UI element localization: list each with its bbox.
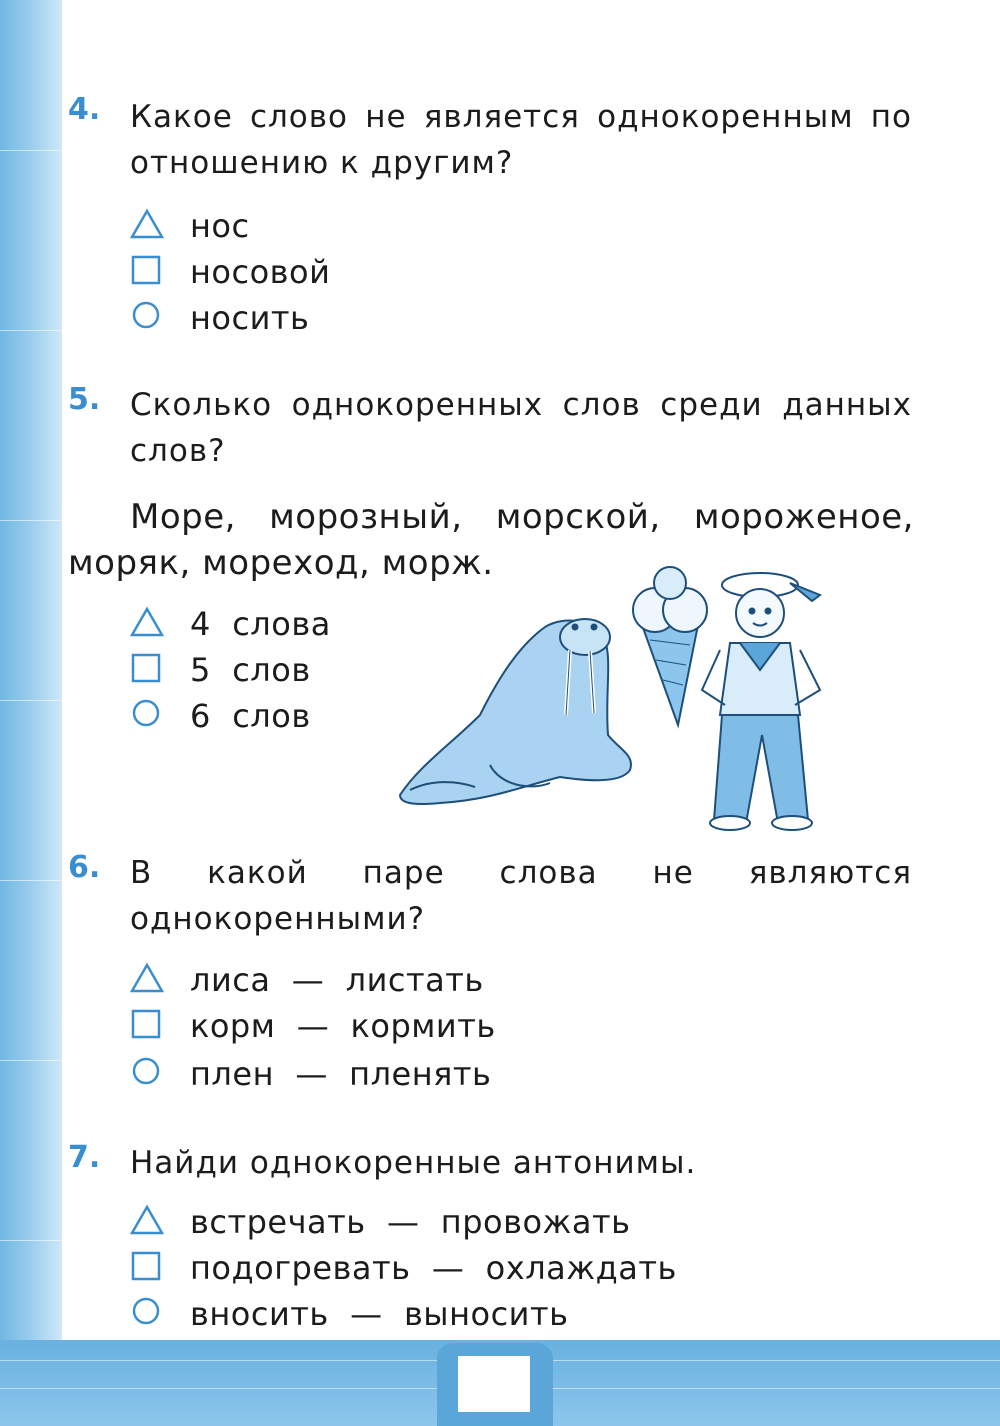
circle-icon — [130, 296, 190, 340]
question-5-text: Сколько однокоренных слов среди данных слов? — [130, 387, 912, 469]
option-label: 4 слова — [190, 605, 331, 643]
triangle-icon — [130, 958, 190, 1002]
question-4-option-1[interactable] — [130, 204, 250, 248]
option-label: 6 слов — [190, 697, 311, 735]
ice-cream-illustration — [633, 567, 707, 725]
question-7-option-2[interactable] — [130, 1246, 677, 1290]
option-label: плен — пленять — [190, 1055, 492, 1093]
option-label: корм — кормить — [190, 1007, 496, 1045]
question-6-number: 6. — [68, 850, 101, 885]
triangle-icon — [130, 204, 190, 248]
square-icon — [130, 648, 190, 692]
triangle-icon — [130, 1200, 190, 1244]
question-7-text: Найди однокоренные антонимы. — [130, 1145, 697, 1181]
option-label: вносить — выносить — [190, 1295, 569, 1333]
question-5-option-1[interactable] — [130, 602, 331, 646]
question-7-number: 7. — [68, 1140, 101, 1175]
page-number-box — [458, 1356, 530, 1412]
question-5-option-2[interactable] — [130, 648, 311, 692]
question-4-text: Какое слово не является однокоренным по отношению к другим? — [130, 99, 912, 181]
option-label: подогревать — охлаждать — [190, 1249, 677, 1287]
question-6-option-1[interactable] — [130, 958, 484, 1002]
option-label: 5 слов — [190, 651, 311, 689]
question-4-option-2[interactable] — [130, 250, 330, 294]
option-label: носовой — [190, 253, 331, 291]
option-label: нос — [190, 207, 250, 245]
circle-icon — [130, 694, 190, 738]
question-4-number: 4. — [68, 92, 101, 127]
question-5-number: 5. — [68, 382, 101, 417]
walrus-illustration — [400, 619, 631, 804]
square-icon — [130, 1246, 190, 1290]
triangle-icon — [130, 602, 190, 646]
option-label: встречать — провожать — [190, 1203, 631, 1241]
circle-icon — [130, 1052, 190, 1096]
question-4-option-3[interactable] — [130, 296, 309, 340]
question-6-option-3[interactable] — [130, 1052, 491, 1096]
question-6-option-2[interactable] — [130, 1004, 496, 1048]
question-6-text: В какой паре слова не являются однокоренными? — [130, 855, 912, 937]
left-decorative-strip — [0, 0, 62, 1426]
question-7-option-1[interactable] — [130, 1200, 630, 1244]
circle-icon — [130, 1292, 190, 1336]
question-5-option-3[interactable] — [130, 694, 311, 738]
question-5-passage: Море, морозный, морской, мороженое, моряк, мореход, морж. — [68, 497, 914, 583]
square-icon — [130, 1004, 190, 1048]
sailor-illustration — [702, 573, 820, 830]
walrus-icecream-sailor-illustration — [380, 565, 840, 835]
question-7-option-3[interactable] — [130, 1292, 568, 1336]
option-label: лиса — листать — [190, 961, 484, 999]
option-label: носить — [190, 299, 310, 337]
square-icon — [130, 250, 190, 294]
